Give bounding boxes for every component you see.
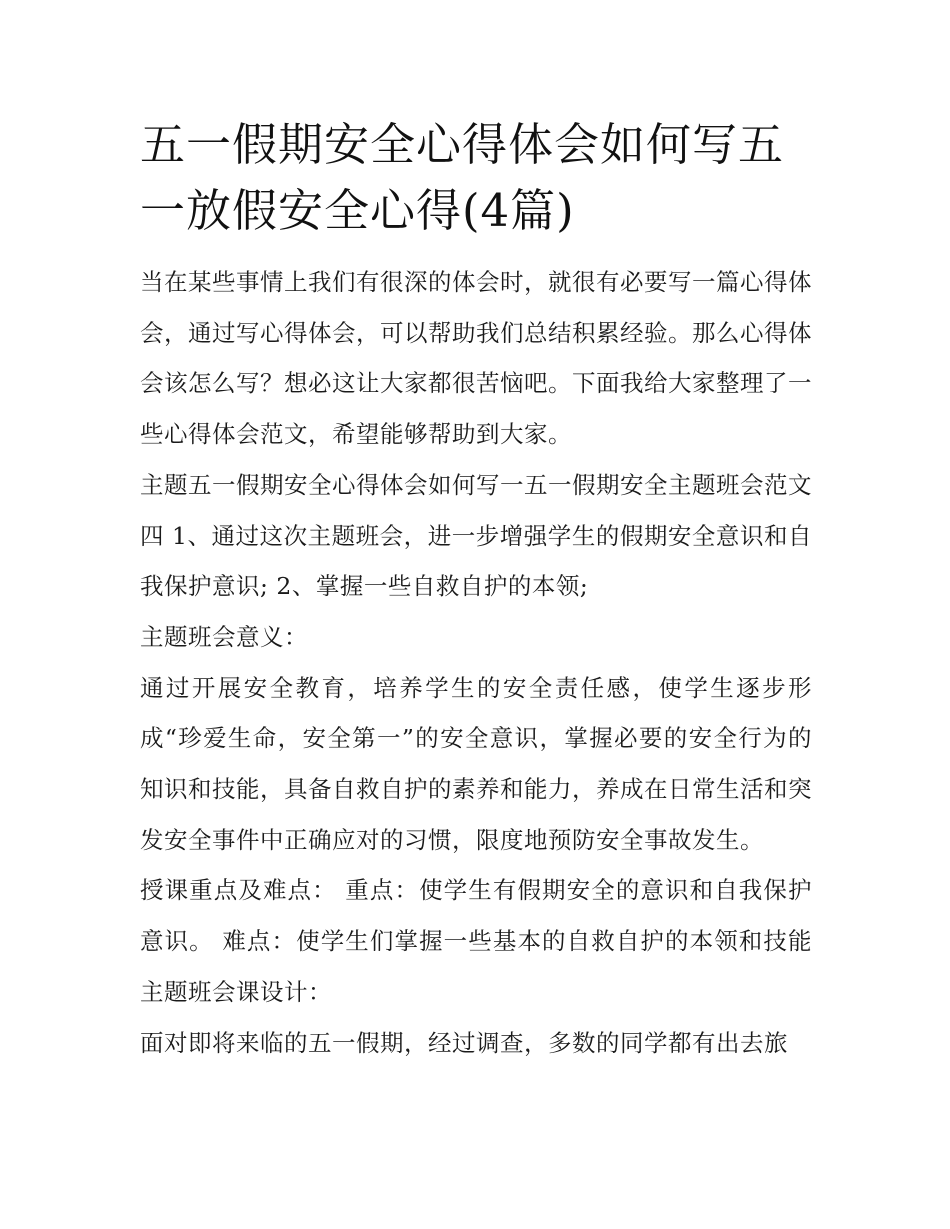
paragraph-meaning-body: 通过开展安全教育，培养学生的安全责任感，使学生逐步形成“珍爱生命，安全第一”的安全意识，掌握必要的安全行为的知识和技能，具备自救自护的素养和能力，养成在日常生活和突发安全事件中正确应对的习惯，限度地预防安全事故发生。: [140, 673, 812, 854]
document-title: 五一假期安全心得体会如何写五一放假安全心得(4篇): [140, 118, 785, 237]
paragraph-meaning-heading: 主题班会意义：: [140, 622, 308, 651]
paragraph-key-points: 授课重点及难点： 重点：使学生有假期安全的意识和自我保护意识。 难点：使学生们掌握一些基本的自救自护的本领和技能 主题班会课设计：: [140, 876, 812, 1006]
paragraph-intro: 当在某些事情上我们有很深的体会时，就很有必要写一篇心得体会，通过写心得体会，可以帮助我们总结积累经验。那么心得体会该怎么写？想必这让大家都很苦恼吧。下面我给大家整理了一些心得体会范文，希望能够帮助到大家。: [140, 268, 812, 449]
paragraph-holiday-survey: 面对即将来临的五一假期，经过调查，多数的同学都有出去旅: [140, 1028, 788, 1057]
paragraph-theme-goals: 主题五一假期安全心得体会如何写一五一假期安全主题班会范文四 1、通过这次主题班会，进一步增强学生的假期安全意识和自我保护意识; 2、掌握一些自救自护的本领;: [140, 470, 812, 601]
document-body: [140, 257, 812, 1068]
document-page: [140, 112, 812, 1068]
